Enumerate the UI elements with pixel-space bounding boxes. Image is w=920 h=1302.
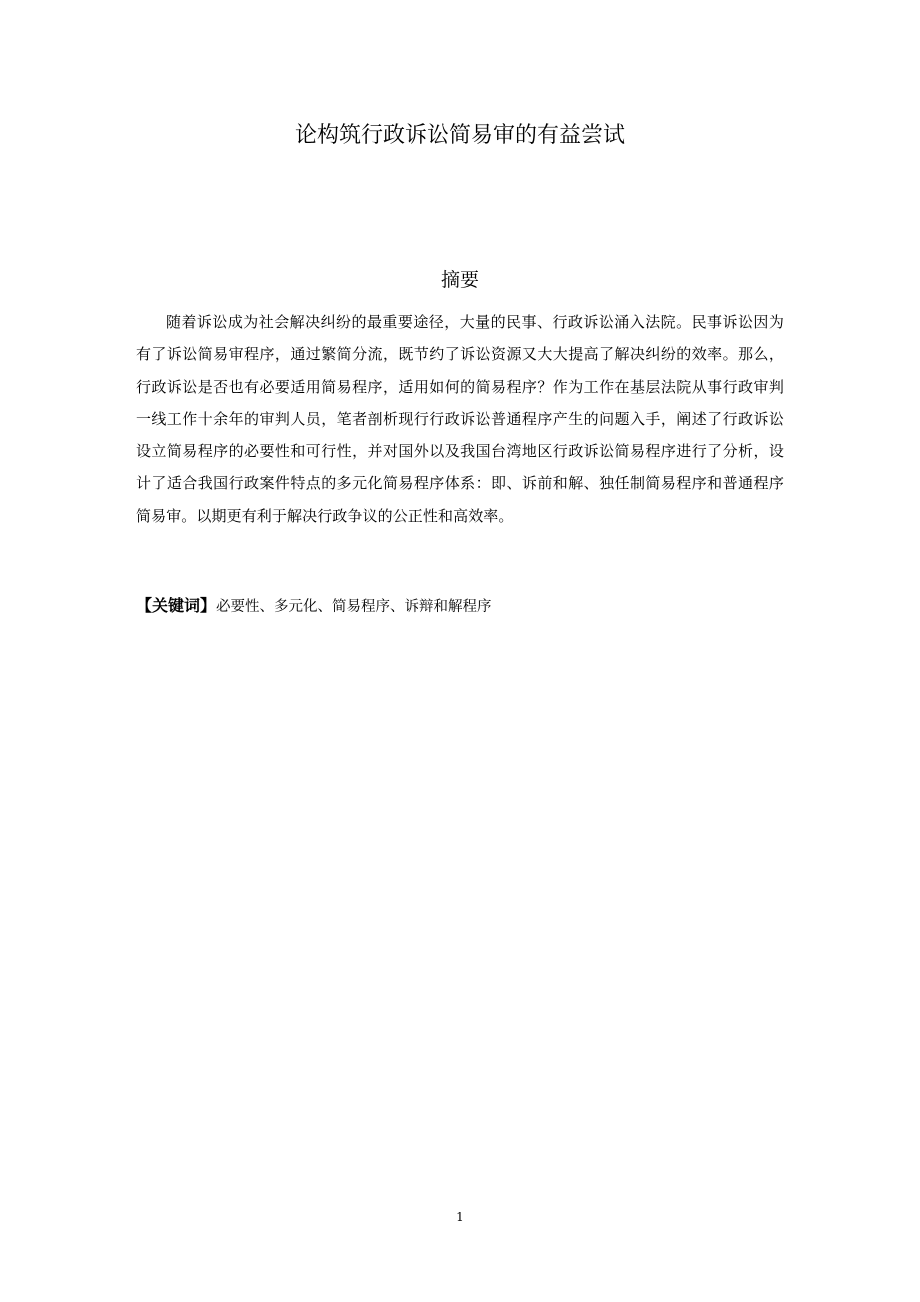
keywords-label: 【关键词】 [136, 596, 217, 615]
abstract-heading: 摘要 [440, 269, 479, 291]
abstract-body: 随着诉讼成为社会解决纠纷的最重要途径，大量的民事、行政诉讼涌入法院。民事诉讼因为有了诉讼简易审程序，通过繁简分流，既节约了诉讼资源又大大提高了解决纠纷的效率。那么，行政诉讼是否也有必要适用简易程序，适用如何的简易程序？作为工作在基层法院从事行政审判一线工作十余年的审判人员，笔者剖析现行行政诉讼普通程序产生的问题入手，阐述了行政诉讼设立简易程序的必要性和可行性，并对国外以及我国台湾地区行政诉讼简易程序进行了分析，设计了适合我国行政案件特点的多元化简易程序体系：即、诉前和解、独任制简易程序和普通程序简易审。以期更有利于解决行政争议的公正性和高效率。 [136, 313, 784, 525]
page-number: 1 [456, 1210, 464, 1224]
keywords-text: 必要性、多元化、简易程序、诉辩和解程序 [216, 599, 492, 615]
keywords-line [136, 590, 784, 623]
document-title: 论构筑行政诉讼简易审的有益尝试 [294, 123, 625, 148]
